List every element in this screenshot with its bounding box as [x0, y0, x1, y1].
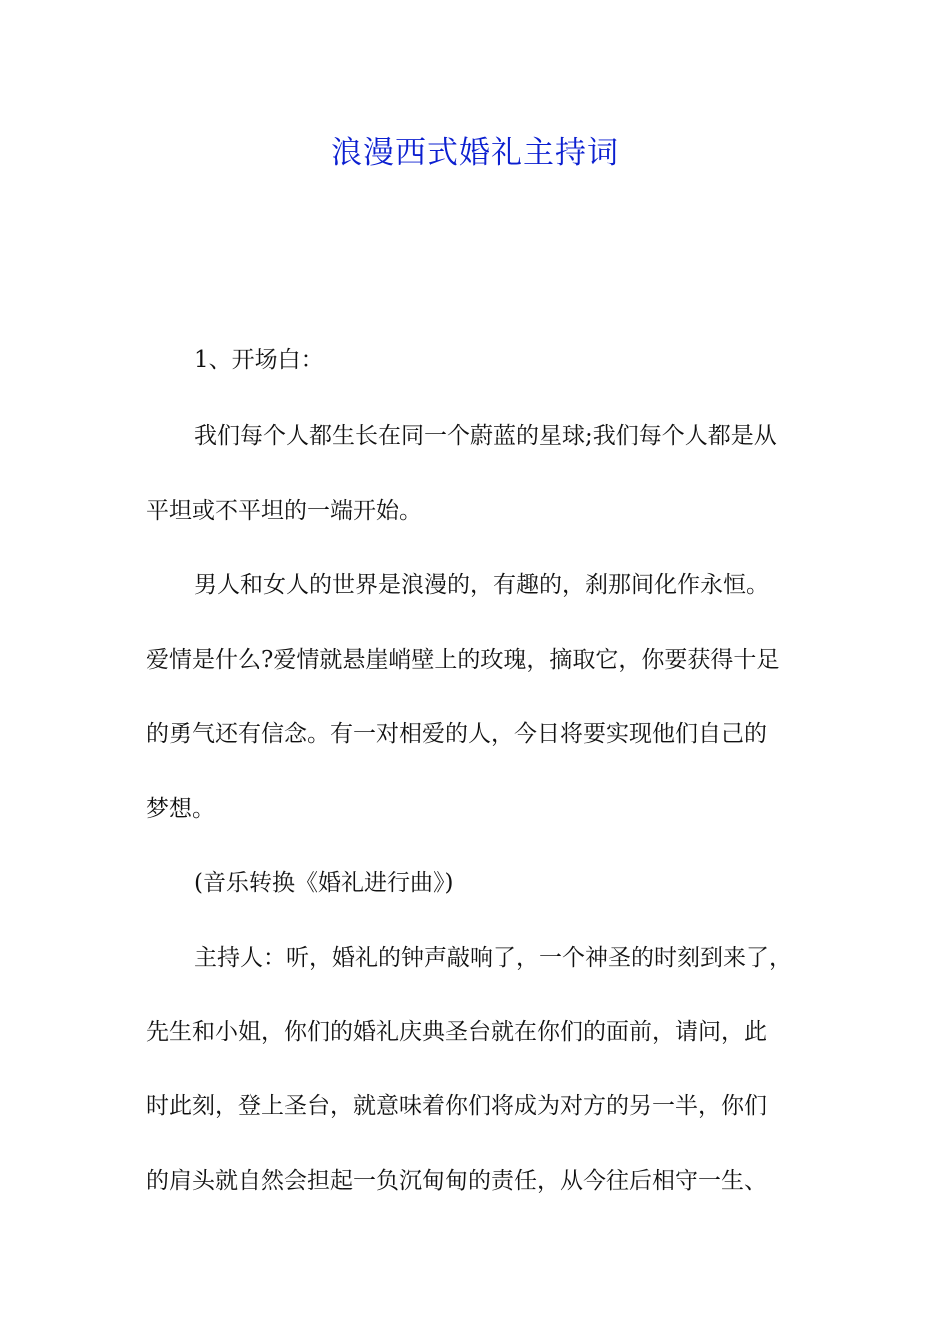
paragraph-1-line-2: 平坦或不平坦的一端开始。	[146, 498, 422, 524]
stage-direction-music: (音乐转换《婚礼进行曲》)	[194, 870, 454, 896]
paragraph-2-line-3: 的勇气还有信念。有一对相爱的人，今日将要实现他们自己的	[146, 721, 767, 747]
paragraph-2-line-1: 男人和女人的世界是浪漫的，有趣的，刹那间化作永恒。	[194, 572, 769, 598]
paragraph-3-line-3: 时此刻，登上圣台，就意味着你们将成为对方的另一半，你们	[146, 1093, 767, 1119]
document-title: 浪漫西式婚礼主持词	[331, 135, 619, 171]
paragraph-3-line-4: 的肩头就自然会担起一负沉甸甸的责任，从今往后相守一生、	[146, 1168, 767, 1194]
paragraph-2-line-4: 梦想。	[146, 796, 215, 822]
paragraph-3-line-2: 先生和小姐，你们的婚礼庆典圣台就在你们的面前，请问，此	[146, 1019, 767, 1045]
paragraph-1-line-1: 我们每个人都生长在同一个蔚蓝的星球;我们每个人都是从	[194, 423, 777, 449]
paragraph-2-line-2: 爱情是什么?爱情就悬崖峭壁上的玫瑰，摘取它，你要获得十足	[146, 647, 780, 673]
section-heading-opening: 1、开场白：	[194, 347, 324, 373]
paragraph-3-line-1: 主持人：听，婚礼的钟声敲响了，一个神圣的时刻到来了，	[194, 945, 792, 971]
